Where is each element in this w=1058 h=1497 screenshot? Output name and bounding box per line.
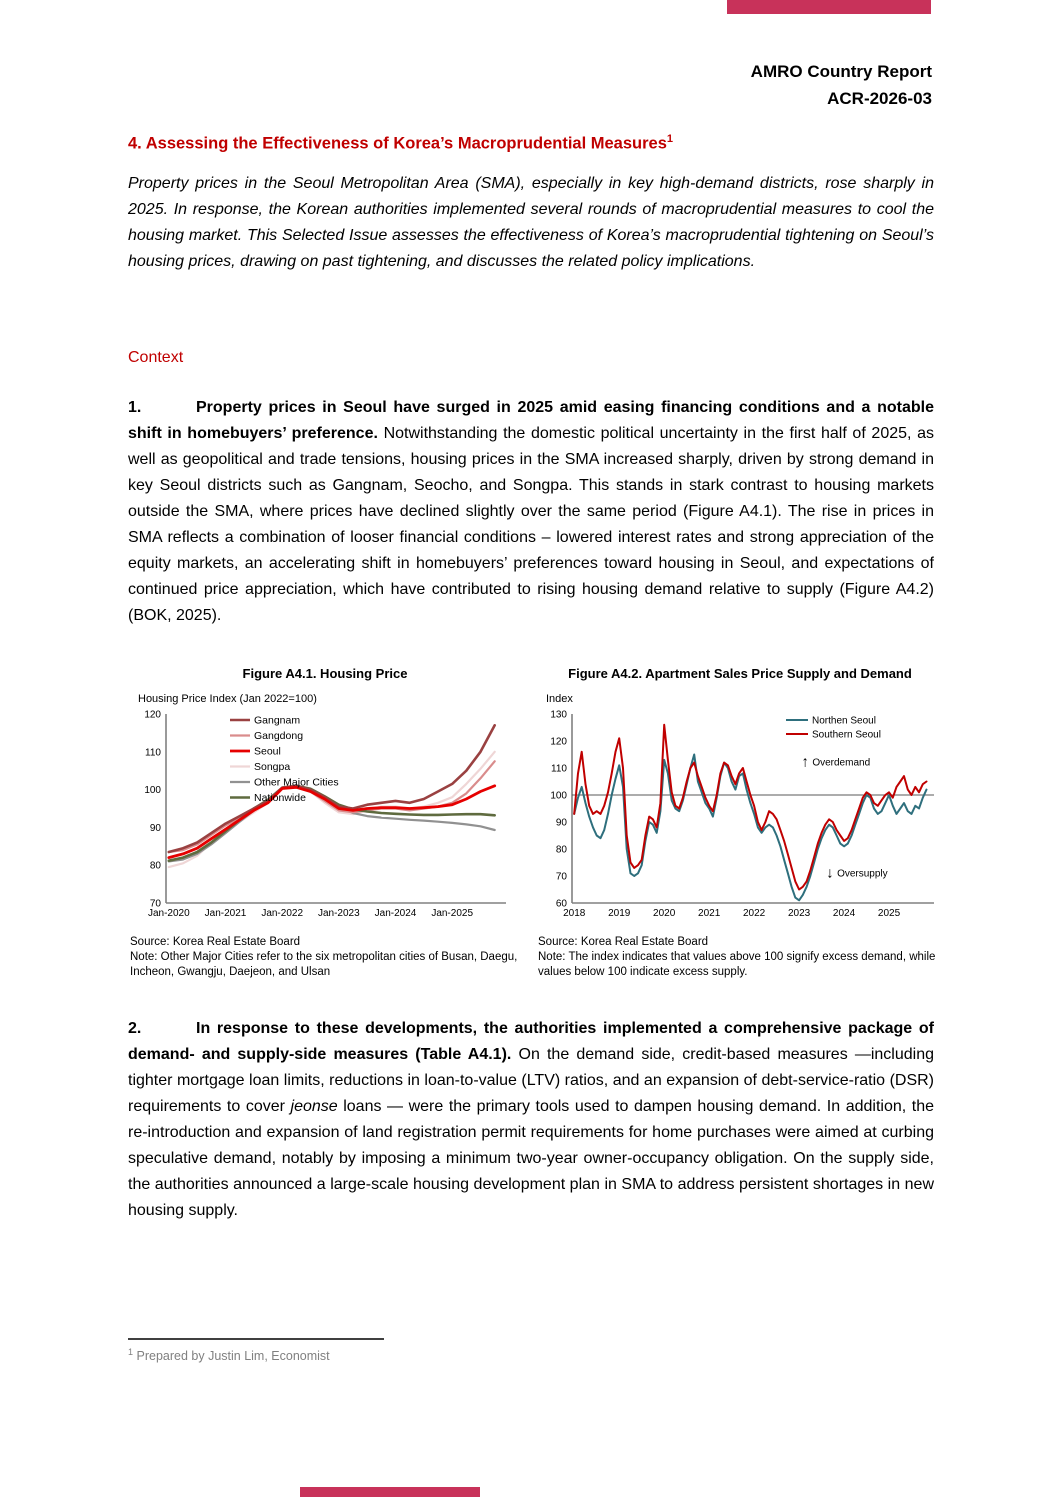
figure-a4-1-note-line: Note: Other Major Cities refer to the six metropolitan cities of Busan, Daegu, Incheon, Gwangju, Daejeon, and Ulsan: [130, 951, 518, 978]
legend-label: Gangdong: [254, 730, 304, 742]
paragraph-1-body: Notwithstanding the domestic political uncertainty in the first half of 2025, as well as geopolitical and trade tensions, housing prices in the SMA increased sharply, driven by strong demand in key Seoul districts such as Gangnam, Seocho, and Songpa. This stands in stark contrast to housing markets outside the SMA, where prices have declined slightly over the same period (Figure A4.1). The rise in prices in SMA reflects a combination of looser financial conditions – lowered interest rates and strong appreciation of the equity markets, an accelerating shift in homebuyers’ preferences toward housing in Seoul, and expectations of continued price appreciation, which have contributed to rising housing demand relative to supply (Figure A4.2) (BOK, 2025).: [128, 425, 935, 624]
x-tick-label: 2022: [742, 908, 766, 919]
y-tick-label: 110: [145, 747, 161, 759]
annotation-overdemand: Overdemand: [812, 757, 871, 769]
x-tick-label: Jan-2022: [261, 908, 304, 919]
paragraph-2-italic-term: jeonse: [290, 1098, 338, 1115]
abstract-paragraph: Property prices in the Seoul Metropolitan Area (SMA), especially in key high-demand districts, rose sharply in 2025. In response, the Korean authorities implemented several rounds of macroprudential measures to cool the housing market. This Selected Issue assesses the effectiveness of Korea’s macroprudential tightening on Seoul’s housing prices, drawing on past tightening, and discusses the related policy implications.: [128, 175, 934, 270]
paragraph-2: [128, 1016, 934, 1224]
paragraph-1: [128, 395, 934, 629]
footnote-marker: 1: [128, 1347, 134, 1357]
y-tick-label: 70: [149, 898, 161, 910]
x-tick-label: 2024: [832, 908, 856, 919]
footnote-body: Prepared by Justin Lim, Economist: [136, 1349, 330, 1364]
context-heading: Context: [128, 349, 184, 366]
paragraph-2-number: 2.: [128, 1020, 142, 1037]
legend-label: Nationwide: [254, 792, 306, 804]
y-tick-label: 90: [149, 822, 161, 834]
y-tick-label: 100: [550, 790, 567, 802]
top-accent-bar: [727, 0, 931, 14]
paragraph-2-body-b: loans — were the primary tools used to dampen housing demand. In addition, the re-introduction and expansion of land registration permit requirements for home purchases were aimed at curbing speculative demand, notably by imposing a minimum two-year owner-occupancy obligation. On the supply side, the authorities announced a large-scale housing development plan in SMA to address persistent shortages in new housing supply.: [128, 1098, 934, 1219]
up-arrow-icon: ↑: [801, 753, 809, 771]
x-tick-label: Jan-2021: [204, 908, 247, 919]
down-arrow-icon: ↓: [826, 864, 834, 882]
figure-a4-1-source-line: Source: Korea Real Estate Board: [130, 936, 301, 948]
legend-label: Seoul: [254, 745, 281, 758]
figure-a4-2-title: Figure A4.2. Apartment Sales Price Supply and Demand: [568, 666, 912, 681]
supply-demand-chart: [538, 708, 942, 923]
figure-a4-1-ylabel: Housing Price Index (Jan 2022=100): [138, 693, 317, 705]
figure-a4-1-source: [130, 935, 520, 980]
figure-a4-1-title: Figure A4.1. Housing Price: [242, 666, 408, 681]
legend-label: Gangnam: [254, 714, 301, 727]
series-line-other-major-cities: [169, 786, 495, 862]
series-line-songpa: [169, 752, 495, 867]
figure-a4-1: [130, 666, 520, 980]
figures-row: [130, 666, 942, 980]
y-tick-label: 120: [550, 736, 567, 748]
legend-label: Songpa: [254, 761, 291, 773]
figure-a4-2: [538, 666, 942, 980]
footnote-text: [128, 1347, 932, 1363]
y-tick-label: 80: [149, 860, 161, 872]
x-tick-label: 2019: [608, 908, 631, 919]
x-tick-label: Jan-2025: [431, 908, 474, 919]
footnote: [128, 1338, 932, 1363]
figure-a4-2-note-line: Note: The index indicates that values above 100 signify excess demand, while values below 100 indicate excess supply.: [538, 951, 936, 978]
y-tick-label: 90: [555, 817, 567, 829]
x-tick-label: 2025: [877, 908, 901, 919]
x-tick-label: 2018: [563, 908, 586, 919]
section-title-footnote-marker: 1: [666, 133, 674, 145]
figure-a4-2-source: [538, 935, 942, 980]
y-tick-label: 70: [555, 871, 567, 883]
y-tick-label: 100: [144, 785, 161, 797]
paragraph-1-number: 1.: [128, 399, 142, 416]
x-tick-label: Jan-2024: [374, 908, 417, 919]
paragraph-2-lead: In response to these developments, the authorities implemented a comprehensive package of demand- and supply-side measures (Table A4.1).: [128, 1020, 934, 1063]
x-tick-label: 2023: [787, 908, 811, 919]
figure-a4-2-ylabel: Index: [546, 693, 573, 705]
x-tick-label: 2021: [698, 908, 721, 919]
legend-label: Northen Seoul: [812, 715, 876, 727]
x-tick-label: 2020: [653, 908, 676, 919]
paragraph-1-lead: Property prices in Seoul have surged in 2025 amid easing financing conditions and a notable shift in homebuyers’ preference.: [128, 399, 934, 442]
y-tick-label: 120: [144, 709, 161, 721]
y-tick-label: 60: [555, 898, 567, 910]
x-tick-label: Jan-2023: [317, 908, 360, 919]
section-title-text: 4. Assessing the Effectiveness of Korea’s Macroprudential Measures: [128, 134, 667, 153]
annotation-oversupply: Oversupply: [837, 868, 888, 880]
y-tick-label: 110: [551, 763, 567, 775]
bottom-accent-bar: [300, 1487, 480, 1497]
report-header: [128, 58, 932, 112]
report-header-line1: AMRO Country Report: [750, 62, 932, 81]
figure-a4-2-source-line: Source: Korea Real Estate Board: [538, 936, 709, 948]
legend-label: Other Major Cities: [254, 776, 339, 789]
footnote-rule: [128, 1338, 384, 1340]
legend-label: Southern Seoul: [812, 729, 881, 741]
section-title: [128, 133, 938, 154]
y-tick-label: 80: [555, 844, 567, 856]
paragraph-2-body-a: On the demand side, credit-based measures —including tighter mortgage loan limits, reductions in loan-to-value (LTV) ratios, and an expansion of debt-service-ratio (DSR) requirements to cover: [128, 1046, 934, 1115]
report-header-line2: ACR-2026-03: [827, 89, 932, 108]
housing-price-chart: [130, 708, 516, 923]
y-tick-label: 130: [550, 709, 567, 721]
x-tick-label: Jan-2020: [147, 908, 190, 919]
